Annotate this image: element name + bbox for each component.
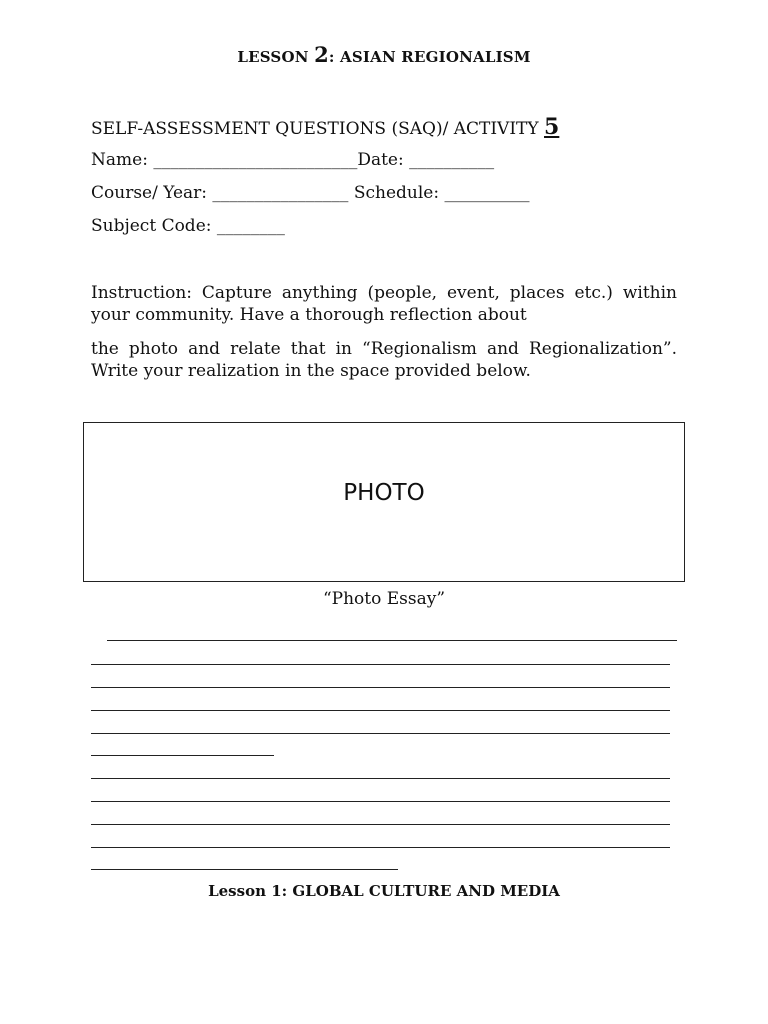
- writing-line[interactable]: [91, 687, 670, 688]
- lesson-title-suffix: : ASIAN REGIONALISM: [328, 48, 531, 66]
- activity-number: 5: [544, 114, 560, 140]
- writing-line[interactable]: [91, 824, 670, 825]
- writing-line[interactable]: [91, 778, 670, 779]
- writing-line[interactable]: [91, 847, 670, 848]
- lesson-title: [0, 42, 768, 67]
- subject-code-field[interactable]: Subject Code: ________: [91, 216, 285, 236]
- writing-line[interactable]: [91, 869, 398, 870]
- writing-line[interactable]: [91, 755, 274, 756]
- name-date-field[interactable]: Name: ________________________Date: __________: [91, 150, 495, 170]
- saq-heading: [91, 114, 559, 140]
- footer-lesson-label: Lesson 1: GLOBAL CULTURE AND MEDIA: [208, 882, 560, 900]
- instruction-paragraph-2: the photo and relate that in “Regionalism and Regionalization”. Write your realization in the space provided below.: [91, 339, 677, 381]
- photo-label: PHOTO: [343, 480, 425, 506]
- writing-line[interactable]: [91, 801, 670, 802]
- photo-placeholder-box[interactable]: [83, 422, 685, 582]
- writing-line[interactable]: [91, 710, 670, 711]
- lesson-number: 2: [314, 42, 329, 67]
- writing-line[interactable]: [91, 664, 670, 665]
- writing-line[interactable]: [107, 640, 677, 641]
- saq-heading-text: SELF-ASSESSMENT QUESTIONS (SAQ)/ ACTIVITY: [91, 119, 545, 139]
- instruction-paragraph-1: Instruction: Capture anything (people, event, places etc.) within your community. Have a thorough reflection about: [91, 283, 677, 325]
- photo-caption: “Photo Essay”: [322, 589, 446, 609]
- writing-line[interactable]: [91, 733, 670, 734]
- lesson-title-prefix: LESSON: [237, 48, 315, 66]
- course-schedule-field[interactable]: Course/ Year: ________________ Schedule: __________: [91, 183, 530, 203]
